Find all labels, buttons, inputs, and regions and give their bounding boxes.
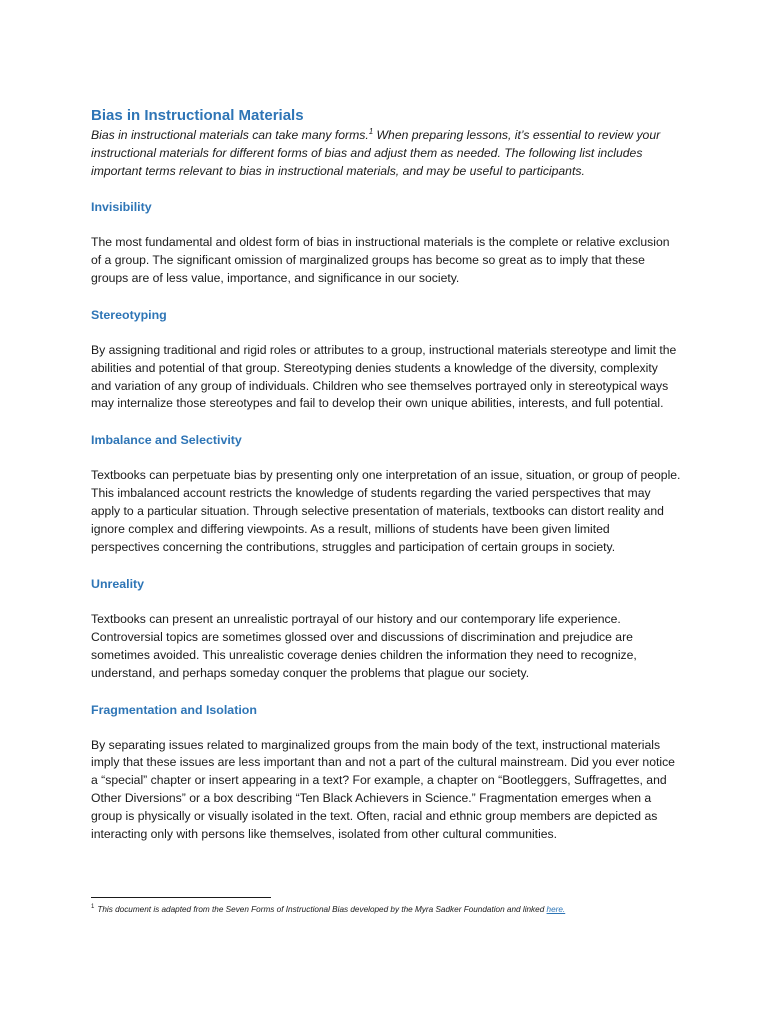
section-heading-unreality: Unreality	[91, 576, 145, 591]
footnote-mark: 1	[91, 904, 95, 911]
footnote-link[interactable]: here.	[546, 905, 566, 914]
footnote	[91, 904, 691, 916]
section-heading-invisibility: Invisibility	[91, 200, 152, 214]
document-page	[91, 106, 681, 844]
document-title: Bias in Instructional Materials	[91, 107, 304, 124]
section-body-fragmentation: By separating issues related to marginalized groups from the main body of the text, instructional materials imply that these issues are less important than and not a part of the cultural mainstream. Did you ever notice a “special” chapter or insert appearing in a text? For example, a chapter on “Bootleggers, Suffragettes, and Other Diversions” or a box describing “Ten Black Achievers in Science.” Fragmentation emerges when a group is physically or visually isolated in the text. Often, racial and ethnic group members are depicted as interacting only with persons like themselves, isolated from other cultural communities.	[91, 737, 675, 842]
intro-text-start: Bias in instructional materials can take many forms.	[91, 128, 369, 142]
footnote-divider	[91, 897, 271, 898]
section-body-invisibility: The most fundamental and oldest form of bias in instructional materials is the complete or relative exclusion of a group. The significant omission of marginalized groups has become so great as to imply that these groups are of less value, importance, and significance in our society.	[91, 235, 670, 285]
section-heading-imbalance: Imbalance and Selectivity	[91, 433, 242, 448]
footnote-text: This document is adapted from the Seven Forms of Instructional Bias developed by the Myra Sadker Foundation and linked	[97, 905, 547, 914]
footnote-reference[interactable]: 1	[368, 126, 374, 136]
section-body-imbalance: Textbooks can perpetuate bias by presenting only one interpretation of an issue, situation, or group of people. This imbalanced account restricts the knowledge of students regarding the varied perspectives that may apply to a particular situation. Through selective presentation of materials, textbooks can distort reality and ignore complex and differing viewpoints. As a result, millions of students have been given limited perspectives concerning the contributions, struggles and participation of certain groups in society.	[91, 468, 681, 554]
intro-text-end: When preparing lessons, it’s essential to review your instructional materials for different forms of bias and adjust them as needed. The following list includes important terms relevant to bias in instructional materials, and may be useful to participants.	[91, 128, 661, 178]
intro-paragraph	[91, 126, 681, 180]
section-heading-stereotyping: Stereotyping	[91, 307, 167, 322]
section-heading-fragmentation: Fragmentation and Isolation	[91, 702, 257, 717]
section-body-stereotyping: By assigning traditional and rigid roles or attributes to a group, instructional materials stereotype and limit the abilities and potential of that group. Stereotyping denies students a knowledge of the diversity, complexity and variation of any group of individuals. Children who see themselves portrayed only in stereotypical ways may internalize those stereotypes and fail to develop their own unique abilities, interests, and full potential.	[91, 342, 677, 411]
section-body-unreality: Textbooks can present an unrealistic portrayal of our history and our contemporary life experience. Controversial topics are sometimes glossed over and discussions of discrimination and prejudice are sometimes avoided. This unrealistic coverage denies children the information they need to recognize, understand, and perhaps someday conquer the problems that plague our society.	[91, 611, 637, 680]
